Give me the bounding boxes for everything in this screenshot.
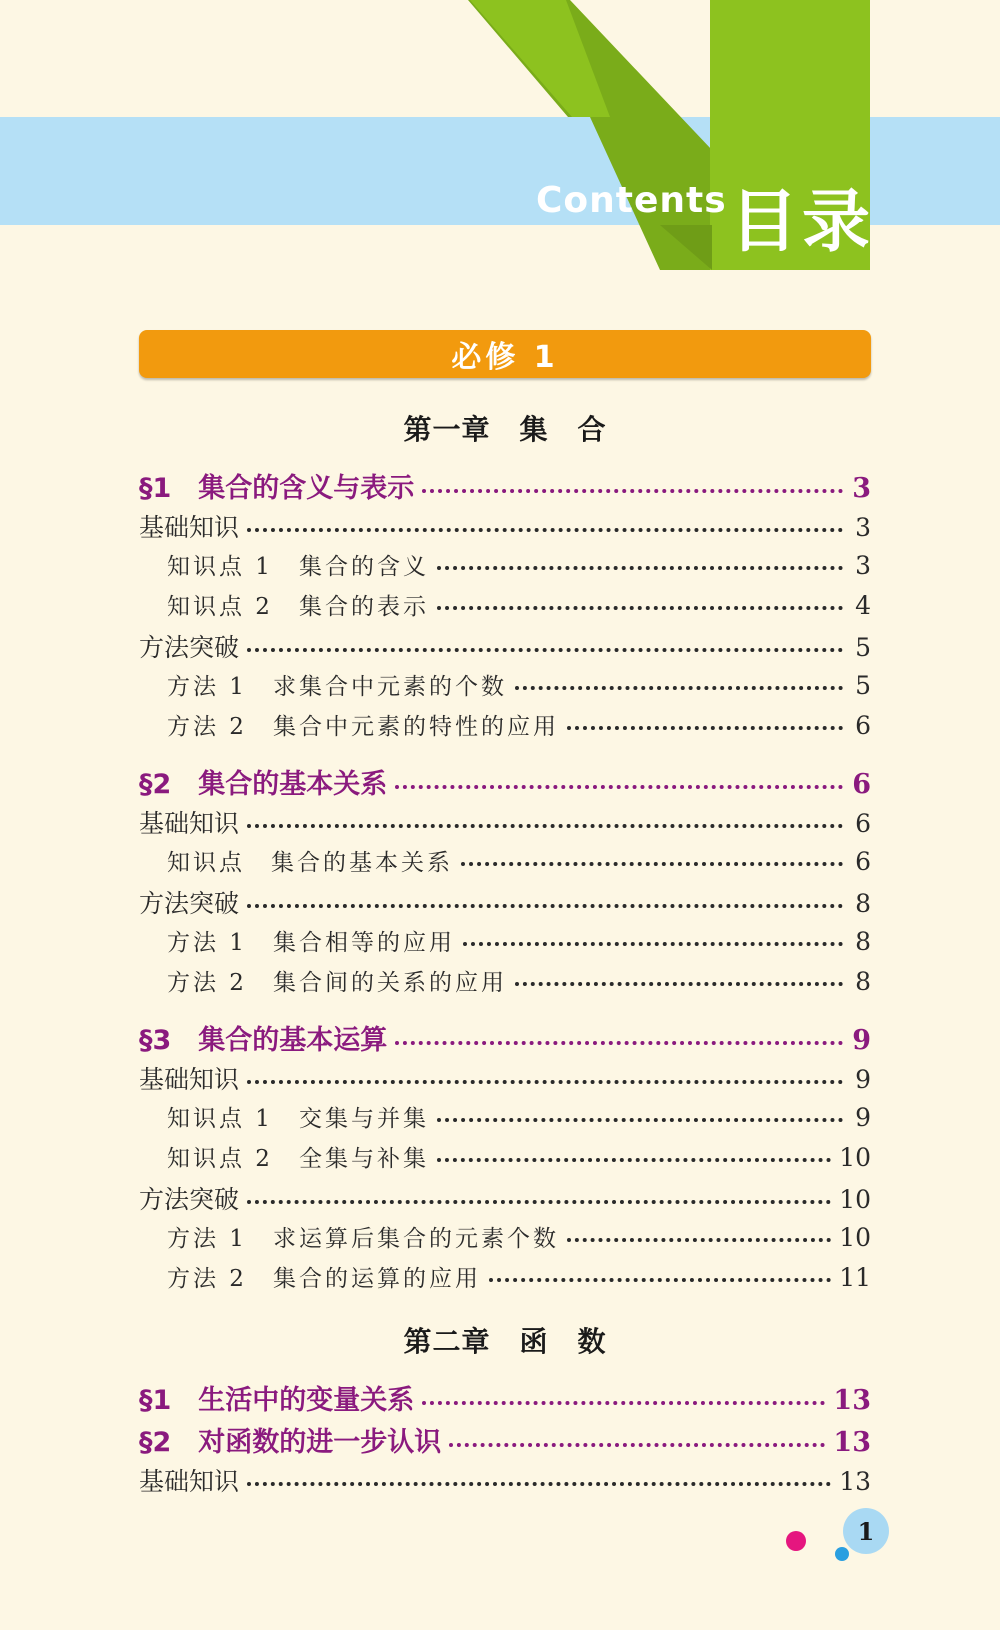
dot-leader <box>247 903 843 908</box>
dot-leader <box>449 1442 825 1447</box>
dot-leader <box>461 861 843 866</box>
dot-leader <box>567 725 843 730</box>
dot-leader <box>247 1079 843 1084</box>
dot-leader <box>437 565 843 570</box>
toc-subentry[interactable]: 知识点 1 集合的含义 3 <box>167 551 871 580</box>
toc-subentry[interactable]: 方法 1 集合相等的应用 8 <box>167 927 871 956</box>
dot-leader <box>422 1400 825 1405</box>
blue-dot-decoration <box>835 1547 849 1561</box>
toc-entry[interactable]: 基础知识 13 <box>139 1467 871 1496</box>
toc-section-entry[interactable]: §1 生活中的变量关系 13 <box>139 1385 871 1416</box>
dot-leader <box>437 1117 843 1122</box>
toc-subentry[interactable]: 方法 2 集合中元素的特性的应用 6 <box>167 711 871 740</box>
toc-subentry[interactable]: 方法 1 求运算后集合的元素个数 10 <box>167 1223 871 1252</box>
dot-leader <box>437 1157 831 1162</box>
dot-leader <box>422 488 843 493</box>
book-title-bar: 必修 1 <box>139 330 871 378</box>
dot-leader <box>437 605 843 610</box>
dot-leader <box>247 823 843 828</box>
contents-heading-cn: 目录 <box>730 183 875 262</box>
dot-leader <box>395 1040 843 1045</box>
toc-section-entry[interactable]: §1 集合的含义与表示 3 <box>139 473 871 504</box>
dot-leader <box>247 1481 831 1486</box>
chapter-heading: 第二章 函 数 <box>403 1325 607 1358</box>
toc-subentry[interactable]: 知识点 2 全集与补集 10 <box>167 1143 871 1172</box>
toc-entry[interactable]: 方法突破 8 <box>139 889 871 918</box>
toc-section-entry[interactable]: §3 集合的基本运算 9 <box>139 1025 871 1056</box>
magenta-dot-decoration <box>786 1531 806 1551</box>
dot-leader <box>515 981 843 986</box>
toc-section-entry[interactable]: §2 对函数的进一步认识 13 <box>139 1427 871 1458</box>
dot-leader <box>247 527 843 532</box>
contents-heading-en: Contents <box>536 180 727 221</box>
page-number-badge: 1 <box>843 1508 889 1554</box>
toc-subentry[interactable]: 方法 2 集合间的关系的应用 8 <box>167 967 871 996</box>
toc-subentry[interactable]: 方法 2 集合的运算的应用 11 <box>167 1263 871 1292</box>
dot-leader <box>395 784 843 789</box>
dot-leader <box>463 941 843 946</box>
toc-entry[interactable]: 基础知识 3 <box>139 513 871 542</box>
toc-entry[interactable]: 方法突破 10 <box>139 1185 871 1214</box>
dot-leader <box>247 647 843 652</box>
dot-leader <box>489 1277 831 1282</box>
toc-entry[interactable]: 基础知识 6 <box>139 809 871 838</box>
chapter-heading: 第一章 集 合 <box>403 413 607 446</box>
dot-leader <box>567 1237 831 1242</box>
toc-subentry[interactable]: 方法 1 求集合中元素的个数 5 <box>167 671 871 700</box>
dot-leader <box>247 1199 831 1204</box>
dot-leader <box>515 685 843 690</box>
toc-subentry[interactable]: 知识点 集合的基本关系 6 <box>167 847 871 876</box>
toc-subentry[interactable]: 知识点 2 集合的表示 4 <box>167 591 871 620</box>
toc-subentry[interactable]: 知识点 1 交集与并集 9 <box>167 1103 871 1132</box>
toc-entry[interactable]: 基础知识 9 <box>139 1065 871 1094</box>
toc-entry[interactable]: 方法突破 5 <box>139 633 871 662</box>
toc-section-entry[interactable]: §2 集合的基本关系 6 <box>139 769 871 800</box>
